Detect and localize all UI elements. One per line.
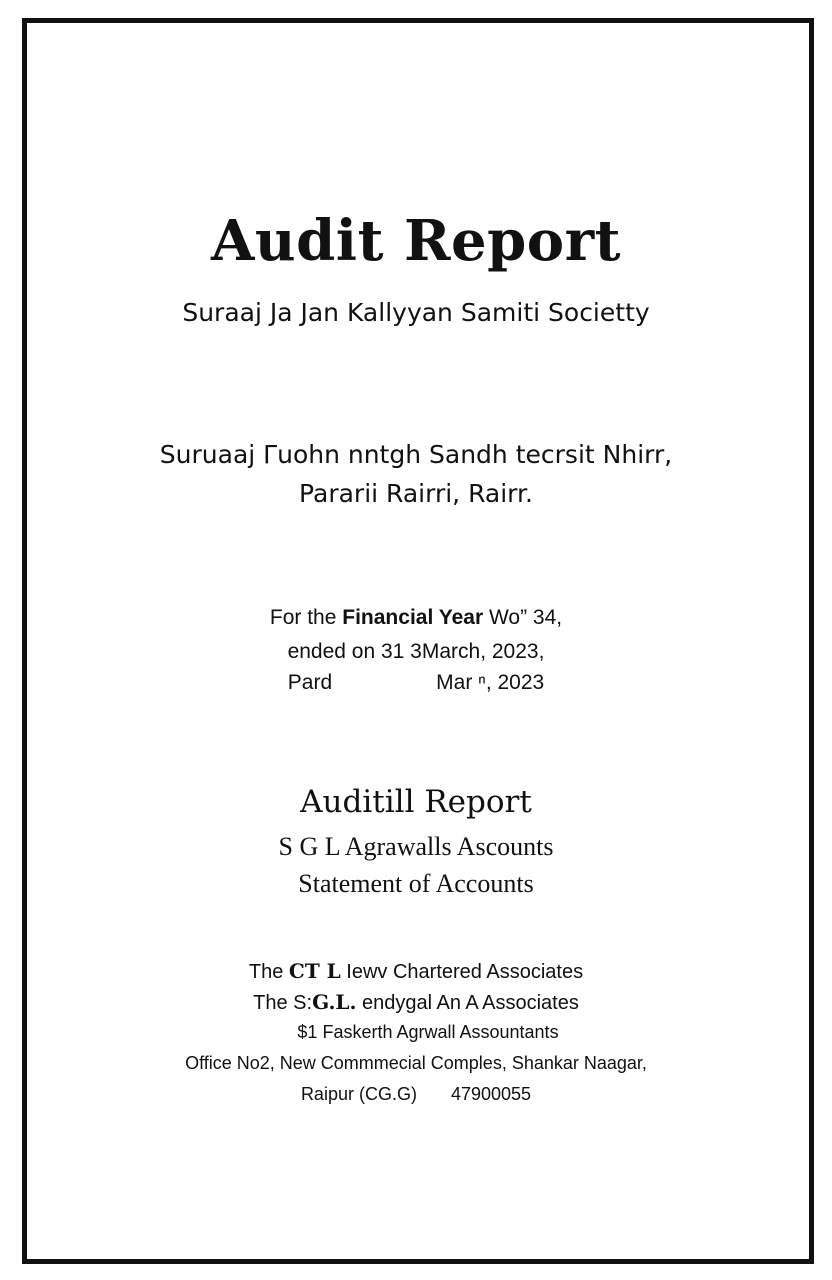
- fy-prefix: For the: [269, 606, 343, 629]
- firm-l2-pre: The S: [253, 992, 307, 1014]
- report-heading: Auditill Report: [300, 784, 532, 820]
- pard-text: Pard: [287, 671, 333, 694]
- ended-on-line: ended on 31 3March, 2023,: [287, 640, 545, 663]
- financial-year-line: [0, 606, 832, 630]
- pard-line: [0, 671, 832, 695]
- firm-l1-bold: CT L: [288, 959, 341, 983]
- firm-line-1: [0, 959, 832, 984]
- address-line-2: Pararii Rairri, Rairr.: [299, 479, 533, 508]
- firm-line-3: $1 Faskerth Agrwall Assountants: [297, 1022, 559, 1042]
- page-title: Audit Report: [210, 208, 621, 274]
- office-address: Office No2, New Commmecial Comples, Shankar Naagar,: [185, 1053, 647, 1073]
- firm-l2-post: endygal An A Associates: [356, 992, 579, 1014]
- fy-suffix: Wo” 34,: [483, 606, 563, 629]
- fy-bold: Financial Year: [342, 606, 484, 629]
- city-text: Raipur (CG.G): [300, 1084, 417, 1104]
- mar-text: Mar ⁿ, 2023: [436, 671, 545, 694]
- society-name: Suraaj Ja Jan Kallyyan Samiti Societty: [182, 298, 650, 327]
- firm-line-2: [0, 990, 832, 1015]
- report-line-2: Statement of Accounts: [298, 869, 534, 898]
- firm-l2-mid: :: [306, 992, 313, 1014]
- firm-l1-post: Iewv Chartered Associates: [340, 961, 584, 983]
- address-line-1: Suruaaj Γuohn nntgh Sandh tecrsit Nhirr,: [159, 440, 673, 469]
- city-pin-line: [0, 1084, 832, 1105]
- report-line-1: S G L Agrawalls Ascounts: [278, 832, 554, 861]
- pin-text: 47900055: [450, 1084, 532, 1104]
- firm-l2-bold: G.L.: [312, 990, 357, 1014]
- firm-l1-pre: The: [248, 961, 289, 983]
